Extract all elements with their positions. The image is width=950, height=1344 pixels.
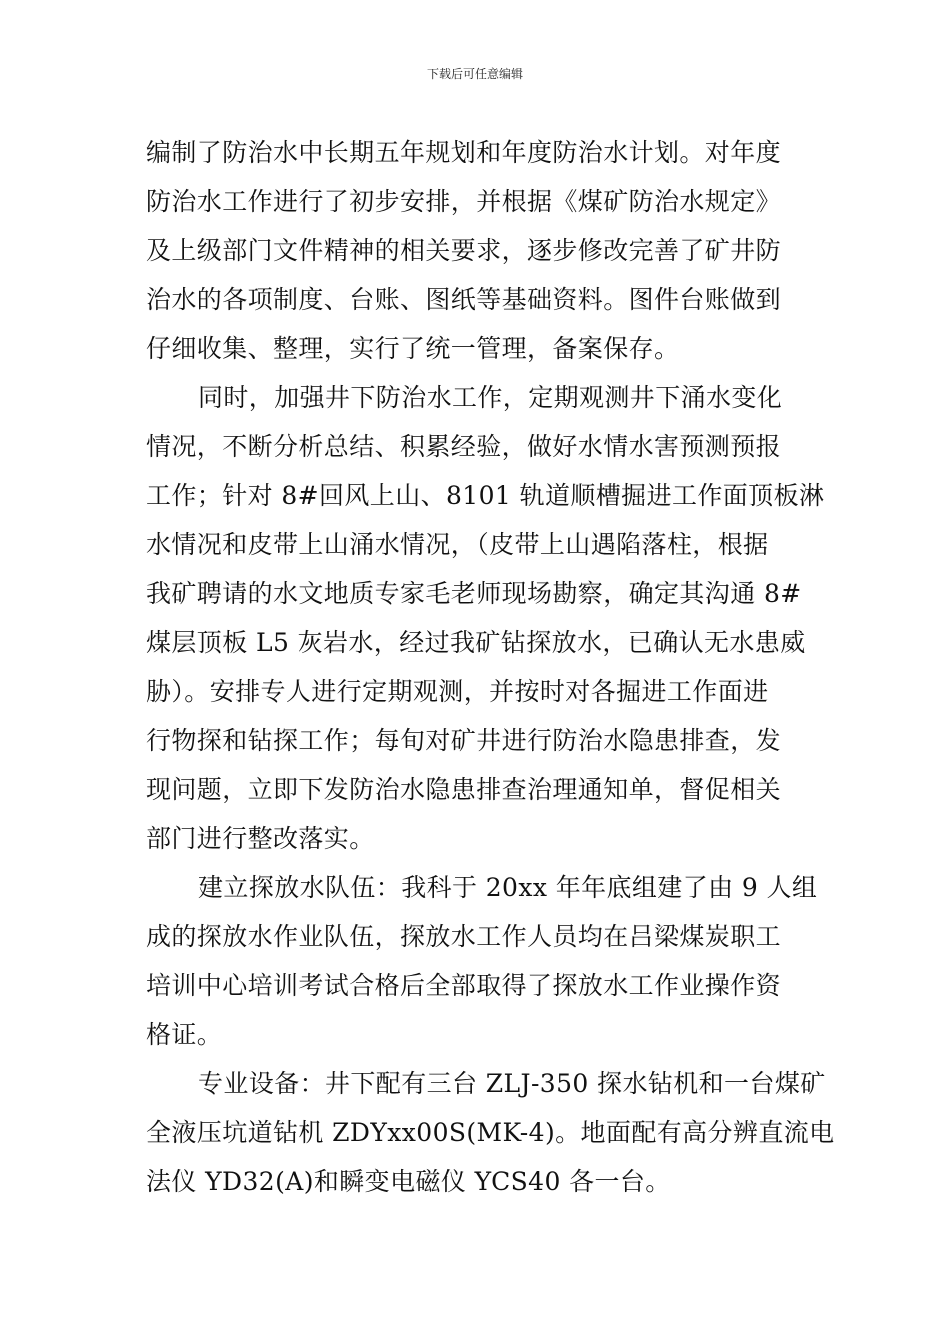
text-line: 防治水工作进行了初步安排，并根据《煤矿防治水规定》 [146,187,782,216]
text-line: 治水的各项制度、台账、图纸等基础资料。图件台账做到 [146,285,782,314]
paragraph-3 [146,863,818,1059]
text-line: 法仪 YD32(A)和瞬变电磁仪 YCS40 各一台。 [146,1167,671,1196]
paragraph-1 [146,128,808,373]
text-line: 行物探和钻探工作；每旬对矿井进行防治水隐患排查，发 [146,726,782,755]
text-line: 部门进行整改落实。 [146,824,375,853]
text-line: 格证。 [146,1020,223,1049]
document-body [146,128,835,1206]
text-line: 编制了防治水中长期五年规划和年度防治水计划。对年度 [146,138,782,167]
text-line: 全液压坑道钻机 ZDYxx00S(MK-4)。地面配有高分辨直流电 [146,1118,835,1147]
text-line: 煤层顶板 L5 灰岩水，经过我矿钻探放水，已确认无水患威 [146,628,806,657]
text-line: 成的探放水作业队伍，探放水工作人员均在吕梁煤炭职工 [146,922,782,951]
text-line: 水情况和皮带上山涌水情况，（皮带上山遇陷落柱，根据 [146,530,769,559]
text-line: 专业设备：井下配有三台 ZLJ-350 探水钻机和一台煤矿 [198,1069,826,1098]
text-line: 及上级部门文件精神的相关要求，逐步修改完善了矿井防 [146,236,782,265]
text-line: 现问题，立即下发防治水隐患排查治理通知单，督促相关 [146,775,782,804]
text-line: 情况，不断分析总结、积累经验，做好水情水害预测预报 [146,432,782,461]
text-line: 建立探放水队伍：我科于 20xx 年年底组建了由 9 人组 [198,873,818,902]
text-line: 工作；针对 8#回风上山、8101 轨道顺槽掘进工作面顶板淋 [146,481,825,510]
text-line: 我矿聘请的水文地质专家毛老师现场勘察，确定其沟通 8# [146,579,802,608]
text-line: 培训中心培训考试合格后全部取得了探放水工作业操作资 [146,971,782,1000]
paragraph-2 [146,373,825,863]
text-line: 仔细收集、整理，实行了统一管理，备案保存。 [146,334,680,363]
text-line: 胁）。安排专人进行定期观测，并按时对各掘进工作面进 [146,677,769,706]
text-line: 同时，加强井下防治水工作，定期观测井下涌水变化 [198,383,783,412]
page-header: 下载后可任意编辑 [426,67,523,81]
paragraph-4 [146,1059,835,1206]
